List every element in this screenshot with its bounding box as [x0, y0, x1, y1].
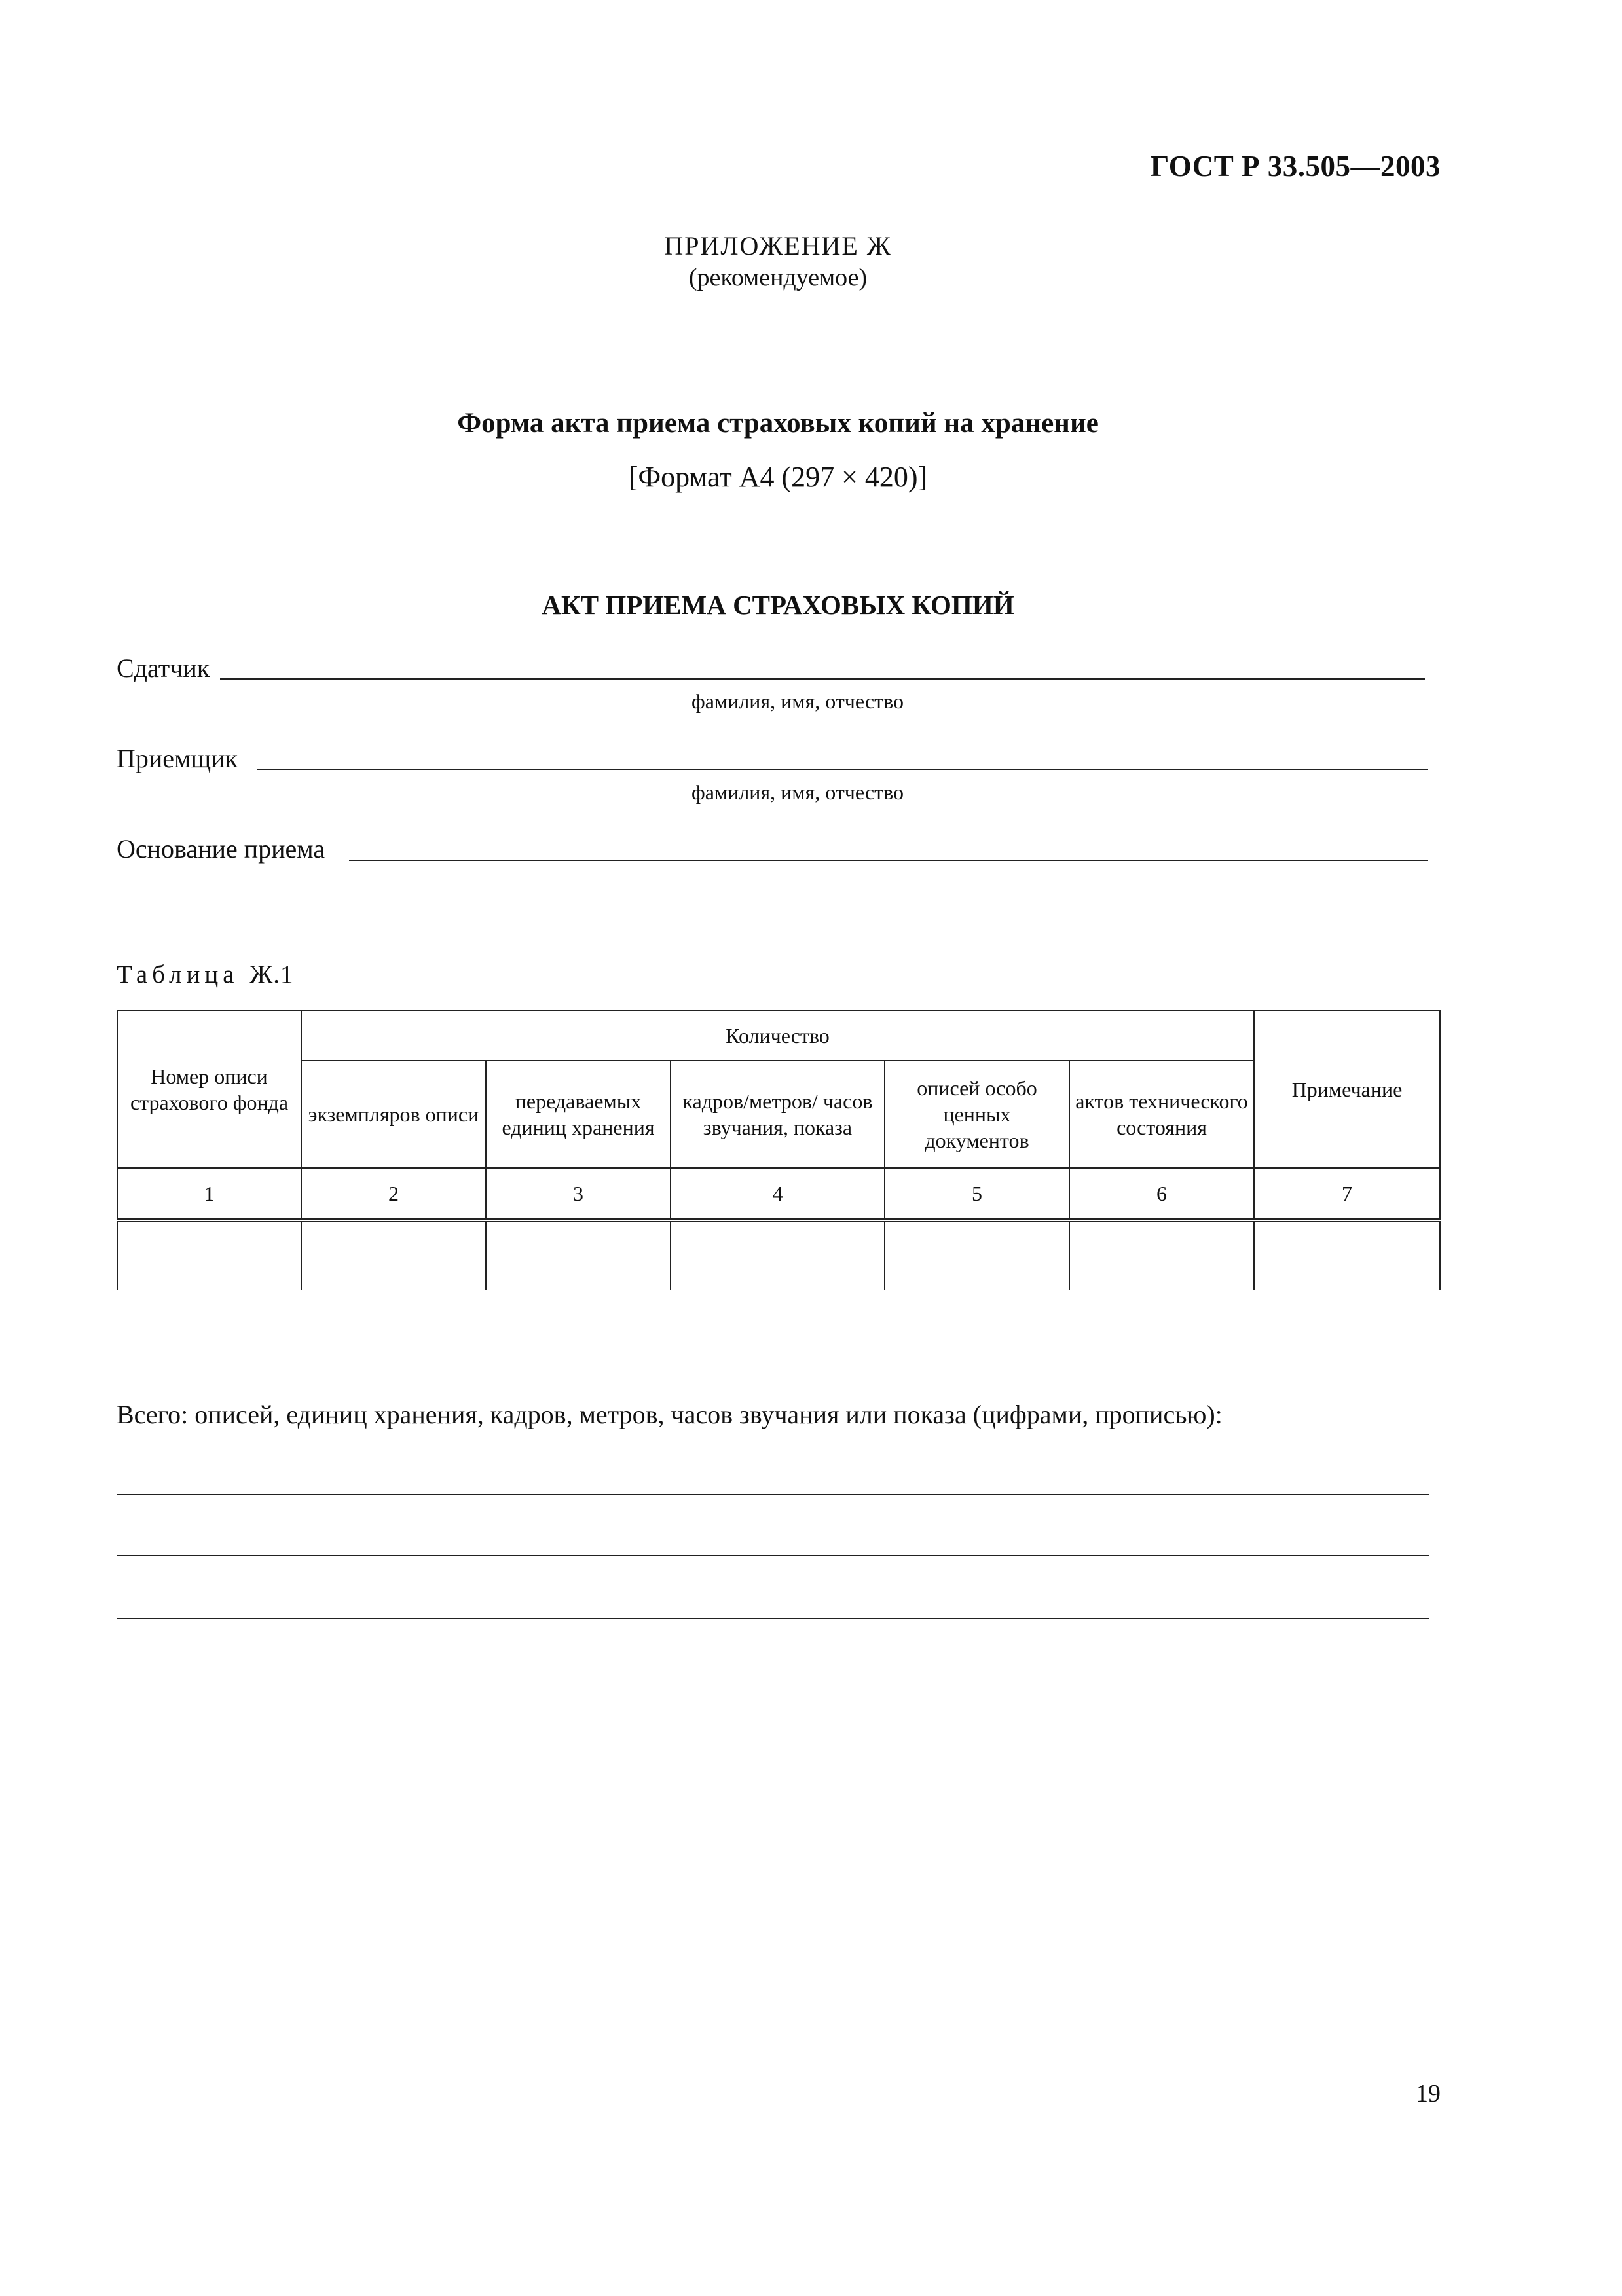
basis-line[interactable]	[349, 860, 1428, 861]
header-condition-acts: актов технического состояния	[1069, 1061, 1254, 1168]
column-number: 7	[1254, 1168, 1440, 1220]
totals-line-2[interactable]	[117, 1555, 1429, 1556]
table-caption-word: Таблица	[117, 960, 239, 989]
table-cell[interactable]	[671, 1220, 885, 1290]
table-cell[interactable]	[1254, 1220, 1440, 1290]
column-number: 5	[885, 1168, 1069, 1220]
sender-label: Сдатчик	[117, 653, 210, 683]
header-valuable-inventories: описей особо ценных документов	[885, 1061, 1069, 1168]
header-frames-meters-hours: кадров/метров/ часов звучания, показа	[671, 1061, 885, 1168]
column-number: 4	[671, 1168, 885, 1220]
page-number: 19	[1416, 2080, 1441, 2107]
act-title: АКТ ПРИЕМА СТРАХОВЫХ КОПИЙ	[542, 590, 1014, 620]
header-copies: экземпляров описи	[301, 1061, 486, 1168]
table-caption-number: Ж.1	[249, 960, 294, 989]
header-quantity: Количество	[301, 1011, 1254, 1061]
appendix-title: ПРИЛОЖЕНИЕ Ж	[664, 231, 892, 261]
receiver-hint: фамилия, имя, отчество	[691, 780, 904, 804]
basis-label: Основание приема	[117, 834, 325, 864]
table-cell[interactable]	[117, 1220, 301, 1290]
column-number: 3	[486, 1168, 671, 1220]
column-number: 1	[117, 1168, 301, 1220]
table-cell[interactable]	[486, 1220, 671, 1290]
form-format: [Формат А4 (297 × 420)]	[628, 461, 928, 493]
totals-label: Всего: описей, единиц хранения, кадров, метров, часов звучания или показа (цифрами, прописью):	[117, 1400, 1223, 1429]
column-number: 6	[1069, 1168, 1254, 1220]
totals-line-3[interactable]	[117, 1618, 1429, 1619]
sender-line[interactable]	[220, 678, 1425, 680]
receiver-label: Приемщик	[117, 744, 238, 773]
table-caption	[117, 960, 294, 989]
table-row	[117, 1220, 1440, 1290]
header-storage-units: передаваемых единиц хранения	[486, 1061, 671, 1168]
acceptance-table	[117, 1010, 1441, 1290]
appendix-status: (рекомендуемое)	[688, 264, 868, 291]
receiver-line[interactable]	[257, 769, 1428, 770]
sender-hint: фамилия, имя, отчество	[691, 689, 904, 713]
table-cell[interactable]	[301, 1220, 486, 1290]
table-cell[interactable]	[1069, 1220, 1254, 1290]
form-title: Форма акта приема страховых копий на хранение	[457, 408, 1099, 439]
header-note: Примечание	[1254, 1011, 1440, 1168]
table-cell[interactable]	[885, 1220, 1069, 1290]
totals-line-1[interactable]	[117, 1494, 1429, 1495]
column-number: 2	[301, 1168, 486, 1220]
standard-designation: ГОСТ Р 33.505—2003	[1150, 150, 1441, 183]
header-inventory-number: Номер описи страхового фонда	[117, 1011, 301, 1168]
